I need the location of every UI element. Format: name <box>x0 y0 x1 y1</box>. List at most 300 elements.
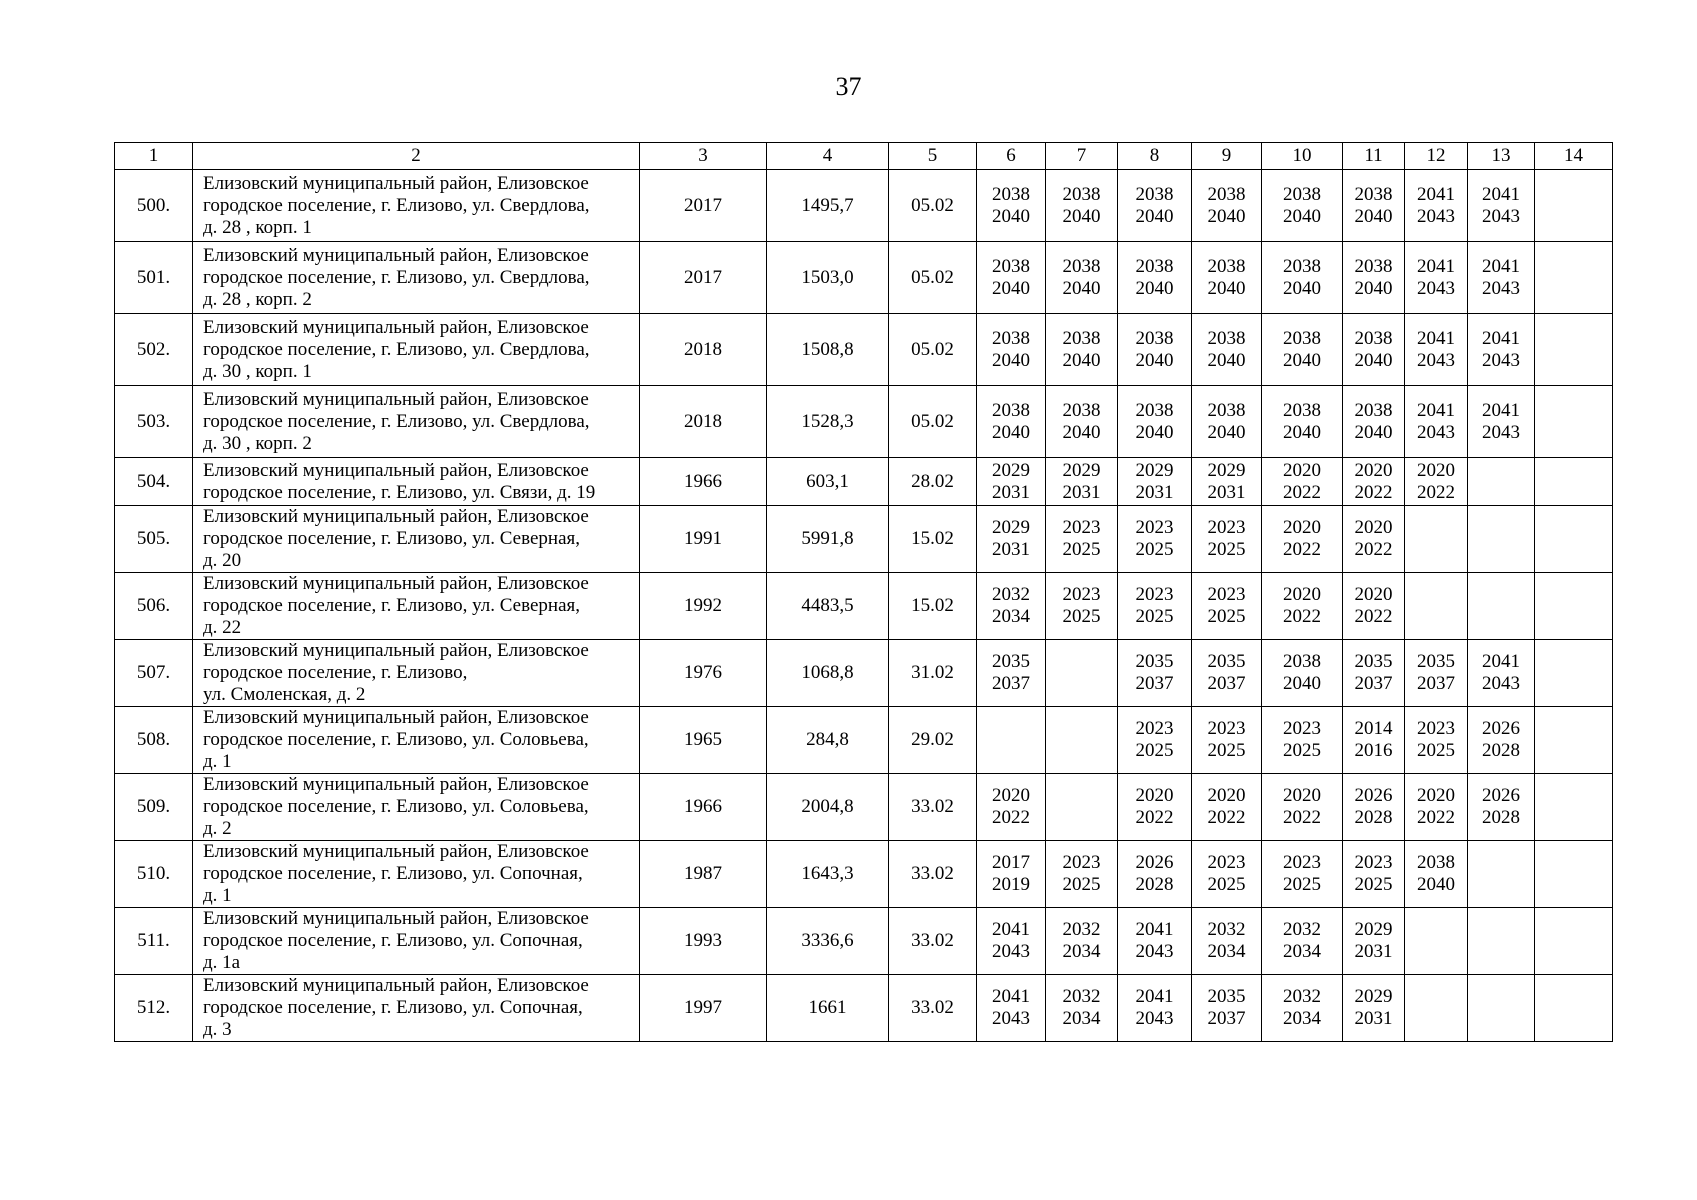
period-start: 2029 <box>1354 986 1393 1007</box>
period-cell-6 <box>977 841 1046 908</box>
period-cell-13 <box>1468 506 1535 573</box>
period-cell-9 <box>1192 640 1262 707</box>
period-cell-11 <box>1343 908 1405 975</box>
area: 1508,8 <box>767 314 889 386</box>
period-cell-14 <box>1535 573 1613 640</box>
period-cell-8 <box>1118 506 1192 573</box>
year-built: 1997 <box>640 975 767 1042</box>
address-cell <box>193 242 640 314</box>
address-line: д. 20 <box>203 550 242 571</box>
period-start: 2020 <box>1283 459 1321 481</box>
period-end: 2028 <box>1354 807 1393 828</box>
period-end: 2031 <box>992 539 1030 560</box>
year-built: 2018 <box>640 386 767 458</box>
column-header: 13 <box>1468 143 1535 170</box>
address-line: городское поселение, г. Елизово, ул. Свердлова, <box>203 410 590 432</box>
code: 15.02 <box>889 506 977 573</box>
period-cell-9 <box>1192 506 1262 573</box>
period-start: 2029 <box>1354 919 1393 940</box>
period-end: 2031 <box>1354 1008 1393 1029</box>
period-cell-9 <box>1192 242 1262 314</box>
address-line: Елизовский муниципальный район, Елизовское <box>203 640 589 661</box>
period-cell-13 <box>1468 386 1535 458</box>
address-line: Елизовский муниципальный район, Елизовское <box>203 841 589 862</box>
area: 3336,6 <box>767 908 889 975</box>
address-line: Елизовский муниципальный район, Елизовское <box>203 172 589 194</box>
period-start: 2026 <box>1482 718 1520 739</box>
code: 05.02 <box>889 242 977 314</box>
year-built: 1976 <box>640 640 767 707</box>
year-built: 1966 <box>640 774 767 841</box>
period-cell-14 <box>1535 386 1613 458</box>
period-start: 2026 <box>1354 785 1393 806</box>
year-built: 1966 <box>640 458 767 506</box>
period-cell-8 <box>1118 170 1192 242</box>
address-cell <box>193 506 640 573</box>
column-header: 10 <box>1262 143 1343 170</box>
year-built: 1992 <box>640 573 767 640</box>
period-cell-9 <box>1192 573 1262 640</box>
period-start: 2038 <box>1207 327 1246 349</box>
table-row <box>115 707 1613 774</box>
period-end: 2043 <box>1417 205 1455 227</box>
period-cell-10 <box>1262 458 1343 506</box>
period-end: 2040 <box>1207 421 1246 443</box>
period-end: 2043 <box>1417 349 1455 371</box>
table-row <box>115 975 1613 1042</box>
period-end: 2025 <box>1062 874 1101 895</box>
column-header: 8 <box>1118 143 1192 170</box>
period-start: 2038 <box>1417 852 1455 873</box>
period-start: 2038 <box>1135 327 1174 349</box>
period-cell-10 <box>1262 908 1343 975</box>
period-cell-7 <box>1046 506 1118 573</box>
period-cell-7 <box>1046 975 1118 1042</box>
period-cell-14 <box>1535 314 1613 386</box>
period-end: 2043 <box>1482 349 1520 371</box>
period-end: 2040 <box>1207 277 1246 299</box>
period-end: 2040 <box>1207 205 1246 227</box>
period-cell-8 <box>1118 458 1192 506</box>
period-cell-14 <box>1535 242 1613 314</box>
period-cell-12 <box>1405 170 1468 242</box>
code: 05.02 <box>889 386 977 458</box>
period-cell-7 <box>1046 707 1118 774</box>
table-row <box>115 908 1613 975</box>
period-end: 2040 <box>992 277 1030 299</box>
period-end: 2022 <box>1283 539 1321 560</box>
period-start: 2038 <box>1283 255 1321 277</box>
period-cell-11 <box>1343 774 1405 841</box>
period-end: 2043 <box>1482 205 1520 227</box>
period-end: 2025 <box>1207 606 1246 627</box>
period-cell-7 <box>1046 774 1118 841</box>
area: 603,1 <box>767 458 889 506</box>
address-line: д. 3 <box>203 1019 232 1040</box>
address-line: городское поселение, г. Елизово, ул. Сопочная, <box>203 930 583 951</box>
row-number: 506. <box>115 573 193 640</box>
period-end: 2040 <box>1135 277 1174 299</box>
period-start: 2035 <box>992 651 1030 672</box>
period-end: 2034 <box>1062 941 1101 962</box>
address-cell <box>193 314 640 386</box>
period-cell-10 <box>1262 506 1343 573</box>
address-line: Елизовский муниципальный район, Елизовское <box>203 975 589 996</box>
row-number: 502. <box>115 314 193 386</box>
area: 1503,0 <box>767 242 889 314</box>
period-start: 2038 <box>1062 183 1101 205</box>
period-start: 2020 <box>1283 517 1321 538</box>
year-built: 1991 <box>640 506 767 573</box>
period-start: 2020 <box>992 785 1030 806</box>
period-start: 2041 <box>1482 651 1520 672</box>
area: 2004,8 <box>767 774 889 841</box>
period-cell-11 <box>1343 506 1405 573</box>
period-cell-7 <box>1046 573 1118 640</box>
address-line: д. 1 <box>203 885 232 906</box>
period-cell-9 <box>1192 841 1262 908</box>
period-end: 2040 <box>1354 421 1393 443</box>
period-cell-11 <box>1343 841 1405 908</box>
period-cell-6 <box>977 774 1046 841</box>
address-cell <box>193 975 640 1042</box>
period-start: 2023 <box>1207 517 1246 538</box>
address-line: д. 30 , корп. 2 <box>203 432 312 454</box>
period-start: 2032 <box>1283 919 1321 940</box>
period-cell-9 <box>1192 386 1262 458</box>
code: 33.02 <box>889 975 977 1042</box>
period-end: 2022 <box>1354 481 1393 503</box>
period-end: 2040 <box>1135 205 1174 227</box>
period-end: 2043 <box>992 941 1030 962</box>
period-start: 2023 <box>1354 852 1393 873</box>
period-start: 2038 <box>1283 651 1321 672</box>
address-line: Елизовский муниципальный район, Елизовское <box>203 316 589 338</box>
period-end: 2025 <box>1207 874 1246 895</box>
period-end: 2043 <box>992 1008 1030 1029</box>
period-cell-11 <box>1343 314 1405 386</box>
row-number: 508. <box>115 707 193 774</box>
period-start: 2035 <box>1417 651 1455 672</box>
period-cell-8 <box>1118 640 1192 707</box>
period-start: 2014 <box>1354 718 1393 739</box>
period-start: 2038 <box>1283 183 1321 205</box>
period-end: 2022 <box>1417 807 1455 828</box>
code: 05.02 <box>889 170 977 242</box>
period-cell-9 <box>1192 314 1262 386</box>
period-end: 2040 <box>1207 349 1246 371</box>
period-cell-13 <box>1468 640 1535 707</box>
page-number: 37 <box>835 72 862 101</box>
period-end: 2025 <box>1283 874 1321 895</box>
period-cell-6 <box>977 242 1046 314</box>
period-cell-8 <box>1118 386 1192 458</box>
period-start: 2038 <box>1135 399 1174 421</box>
column-header: 2 <box>193 143 640 170</box>
period-cell-12 <box>1405 975 1468 1042</box>
period-end: 2025 <box>1062 606 1101 627</box>
address-line: ул. Смоленская, д. 2 <box>203 684 366 705</box>
period-end: 2043 <box>1417 421 1455 443</box>
address-line: д. 1 <box>203 751 232 772</box>
address-line: д. 28 , корп. 2 <box>203 288 312 310</box>
period-start: 2038 <box>992 183 1030 205</box>
period-cell-11 <box>1343 640 1405 707</box>
period-start: 2041 <box>992 919 1030 940</box>
period-end: 2043 <box>1417 277 1455 299</box>
year-built: 2017 <box>640 242 767 314</box>
period-cell-13 <box>1468 573 1535 640</box>
period-start: 2023 <box>1283 852 1321 873</box>
year-built: 1965 <box>640 707 767 774</box>
period-start: 2032 <box>992 584 1030 605</box>
period-end: 2031 <box>1207 481 1246 503</box>
period-start: 2023 <box>1207 718 1246 739</box>
address-line: городское поселение, г. Елизово, <box>203 662 468 683</box>
period-end: 2043 <box>1482 421 1520 443</box>
period-end: 2025 <box>1354 874 1393 895</box>
period-end: 2022 <box>992 807 1030 828</box>
period-end: 2034 <box>1283 941 1321 962</box>
period-cell-10 <box>1262 314 1343 386</box>
period-start: 2038 <box>1062 399 1101 421</box>
period-cell-14 <box>1535 458 1613 506</box>
period-cell-13 <box>1468 774 1535 841</box>
period-start: 2020 <box>1417 459 1455 481</box>
period-cell-12 <box>1405 386 1468 458</box>
address-line: Елизовский муниципальный район, Елизовское <box>203 573 589 594</box>
code: 33.02 <box>889 774 977 841</box>
period-end: 2037 <box>1135 673 1174 694</box>
period-cell-14 <box>1535 774 1613 841</box>
period-start: 2038 <box>992 327 1030 349</box>
period-start: 2041 <box>1417 183 1455 205</box>
period-start: 2029 <box>1062 459 1101 481</box>
period-cell-13 <box>1468 975 1535 1042</box>
period-end: 2028 <box>1482 740 1520 761</box>
period-end: 2025 <box>1207 740 1246 761</box>
period-cell-13 <box>1468 841 1535 908</box>
period-end: 2043 <box>1482 277 1520 299</box>
period-start: 2020 <box>1417 785 1455 806</box>
column-header: 3 <box>640 143 767 170</box>
period-end: 2025 <box>1207 539 1246 560</box>
period-cell-7 <box>1046 908 1118 975</box>
code: 29.02 <box>889 707 977 774</box>
period-start: 2038 <box>1207 183 1246 205</box>
year-built: 2018 <box>640 314 767 386</box>
address-line: городское поселение, г. Елизово, ул. Северная, <box>203 595 580 616</box>
period-cell-7 <box>1046 458 1118 506</box>
period-start: 2038 <box>1354 399 1393 421</box>
period-cell-10 <box>1262 573 1343 640</box>
period-end: 2043 <box>1135 1008 1174 1029</box>
period-cell-10 <box>1262 774 1343 841</box>
period-cell-13 <box>1468 908 1535 975</box>
period-end: 2025 <box>1135 740 1174 761</box>
period-cell-8 <box>1118 314 1192 386</box>
period-cell-12 <box>1405 774 1468 841</box>
period-end: 2040 <box>1283 277 1321 299</box>
period-end: 2025 <box>1283 740 1321 761</box>
period-start: 2041 <box>1482 399 1520 421</box>
column-header: 5 <box>889 143 977 170</box>
period-cell-7 <box>1046 170 1118 242</box>
period-start: 2041 <box>1417 255 1455 277</box>
period-end: 2040 <box>1062 205 1101 227</box>
row-number: 501. <box>115 242 193 314</box>
table-row <box>115 506 1613 573</box>
year-built: 2017 <box>640 170 767 242</box>
period-cell-10 <box>1262 242 1343 314</box>
address-line: Елизовский муниципальный район, Елизовское <box>203 774 589 795</box>
code: 33.02 <box>889 908 977 975</box>
period-cell-11 <box>1343 170 1405 242</box>
address-line: городское поселение, г. Елизово, ул. Соловьева, <box>203 729 589 750</box>
period-cell-7 <box>1046 841 1118 908</box>
period-cell-6 <box>977 386 1046 458</box>
period-start: 2023 <box>1135 718 1174 739</box>
period-start: 2038 <box>1062 255 1101 277</box>
address-line: Елизовский муниципальный район, Елизовское <box>203 908 589 929</box>
year-built: 1987 <box>640 841 767 908</box>
period-end: 2025 <box>1062 539 1101 560</box>
period-start: 2035 <box>1135 651 1174 672</box>
period-start: 2023 <box>1207 584 1246 605</box>
period-cell-13 <box>1468 242 1535 314</box>
period-cell-12 <box>1405 640 1468 707</box>
period-start: 2023 <box>1135 517 1174 538</box>
period-cell-11 <box>1343 975 1405 1042</box>
period-end: 2043 <box>1482 673 1520 694</box>
period-cell-12 <box>1405 707 1468 774</box>
column-header: 9 <box>1192 143 1262 170</box>
period-start: 2023 <box>1062 584 1101 605</box>
period-cell-6 <box>977 908 1046 975</box>
address-cell <box>193 841 640 908</box>
row-number: 503. <box>115 386 193 458</box>
period-end: 2031 <box>1062 481 1101 503</box>
period-end: 2034 <box>1062 1008 1101 1029</box>
table-body <box>115 170 1613 1042</box>
period-end: 2040 <box>1062 349 1101 371</box>
period-cell-10 <box>1262 640 1343 707</box>
period-end: 2037 <box>1417 673 1455 694</box>
table-row <box>115 841 1613 908</box>
period-end: 2016 <box>1354 740 1393 761</box>
address-line: городское поселение, г. Елизово, ул. Северная, <box>203 528 580 549</box>
address-line: Елизовский муниципальный район, Елизовское <box>203 506 589 527</box>
period-cell-13 <box>1468 458 1535 506</box>
period-cell-14 <box>1535 170 1613 242</box>
area: 4483,5 <box>767 573 889 640</box>
period-start: 2041 <box>1135 919 1174 940</box>
period-end: 2040 <box>1417 874 1455 895</box>
period-start: 2035 <box>1207 651 1246 672</box>
period-cell-6 <box>977 506 1046 573</box>
period-start: 2038 <box>1354 183 1393 205</box>
period-start: 2032 <box>1207 919 1246 940</box>
address-line: городское поселение, г. Елизово, ул. Соловьева, <box>203 796 589 817</box>
period-start: 2041 <box>1482 183 1520 205</box>
period-cell-13 <box>1468 707 1535 774</box>
period-end: 2028 <box>1135 874 1174 895</box>
period-end: 2025 <box>1417 740 1455 761</box>
period-cell-7 <box>1046 242 1118 314</box>
period-end: 2022 <box>1283 807 1321 828</box>
code: 15.02 <box>889 573 977 640</box>
period-cell-14 <box>1535 640 1613 707</box>
table-row <box>115 170 1613 242</box>
period-cell-6 <box>977 640 1046 707</box>
period-start: 2038 <box>992 255 1030 277</box>
period-end: 2025 <box>1135 539 1174 560</box>
period-cell-14 <box>1535 506 1613 573</box>
period-cell-7 <box>1046 640 1118 707</box>
row-number: 509. <box>115 774 193 841</box>
address-line: городское поселение, г. Елизово, ул. Сопочная, <box>203 997 583 1018</box>
period-end: 2034 <box>992 606 1030 627</box>
period-cell-12 <box>1405 242 1468 314</box>
period-cell-6 <box>977 707 1046 774</box>
table-row <box>115 640 1613 707</box>
period-cell-11 <box>1343 386 1405 458</box>
area: 1643,3 <box>767 841 889 908</box>
table-row <box>115 774 1613 841</box>
period-cell-14 <box>1535 841 1613 908</box>
period-start: 2026 <box>1482 785 1520 806</box>
address-cell <box>193 386 640 458</box>
period-start: 2032 <box>1062 919 1101 940</box>
address-line: Елизовский муниципальный район, Елизовское <box>203 459 589 481</box>
period-end: 2022 <box>1207 807 1246 828</box>
address-cell <box>193 707 640 774</box>
address-line: д. 30 , корп. 1 <box>203 360 312 382</box>
period-cell-9 <box>1192 170 1262 242</box>
period-start: 2020 <box>1283 584 1321 605</box>
period-cell-9 <box>1192 975 1262 1042</box>
period-start: 2038 <box>992 399 1030 421</box>
period-end: 2040 <box>1354 277 1393 299</box>
address-cell <box>193 908 640 975</box>
period-end: 2028 <box>1482 807 1520 828</box>
period-start: 2020 <box>1354 584 1393 605</box>
address-line: Елизовский муниципальный район, Елизовское <box>203 707 589 728</box>
column-header: 14 <box>1535 143 1613 170</box>
period-cell-9 <box>1192 707 1262 774</box>
address-cell <box>193 774 640 841</box>
row-number: 510. <box>115 841 193 908</box>
period-cell-8 <box>1118 908 1192 975</box>
period-start: 2029 <box>992 517 1030 538</box>
table-row <box>115 314 1613 386</box>
period-start: 2020 <box>1135 785 1174 806</box>
area: 1068,8 <box>767 640 889 707</box>
period-start: 2020 <box>1207 785 1246 806</box>
period-cell-14 <box>1535 908 1613 975</box>
column-header: 12 <box>1405 143 1468 170</box>
period-end: 2022 <box>1417 481 1455 503</box>
period-start: 2023 <box>1062 517 1101 538</box>
period-start: 2041 <box>992 986 1030 1007</box>
period-cell-10 <box>1262 386 1343 458</box>
period-start: 2029 <box>1207 459 1246 481</box>
period-cell-10 <box>1262 707 1343 774</box>
period-cell-11 <box>1343 242 1405 314</box>
period-end: 2040 <box>1283 421 1321 443</box>
period-cell-10 <box>1262 975 1343 1042</box>
address-line: городское поселение, г. Елизово, ул. Свердлова, <box>203 194 590 216</box>
